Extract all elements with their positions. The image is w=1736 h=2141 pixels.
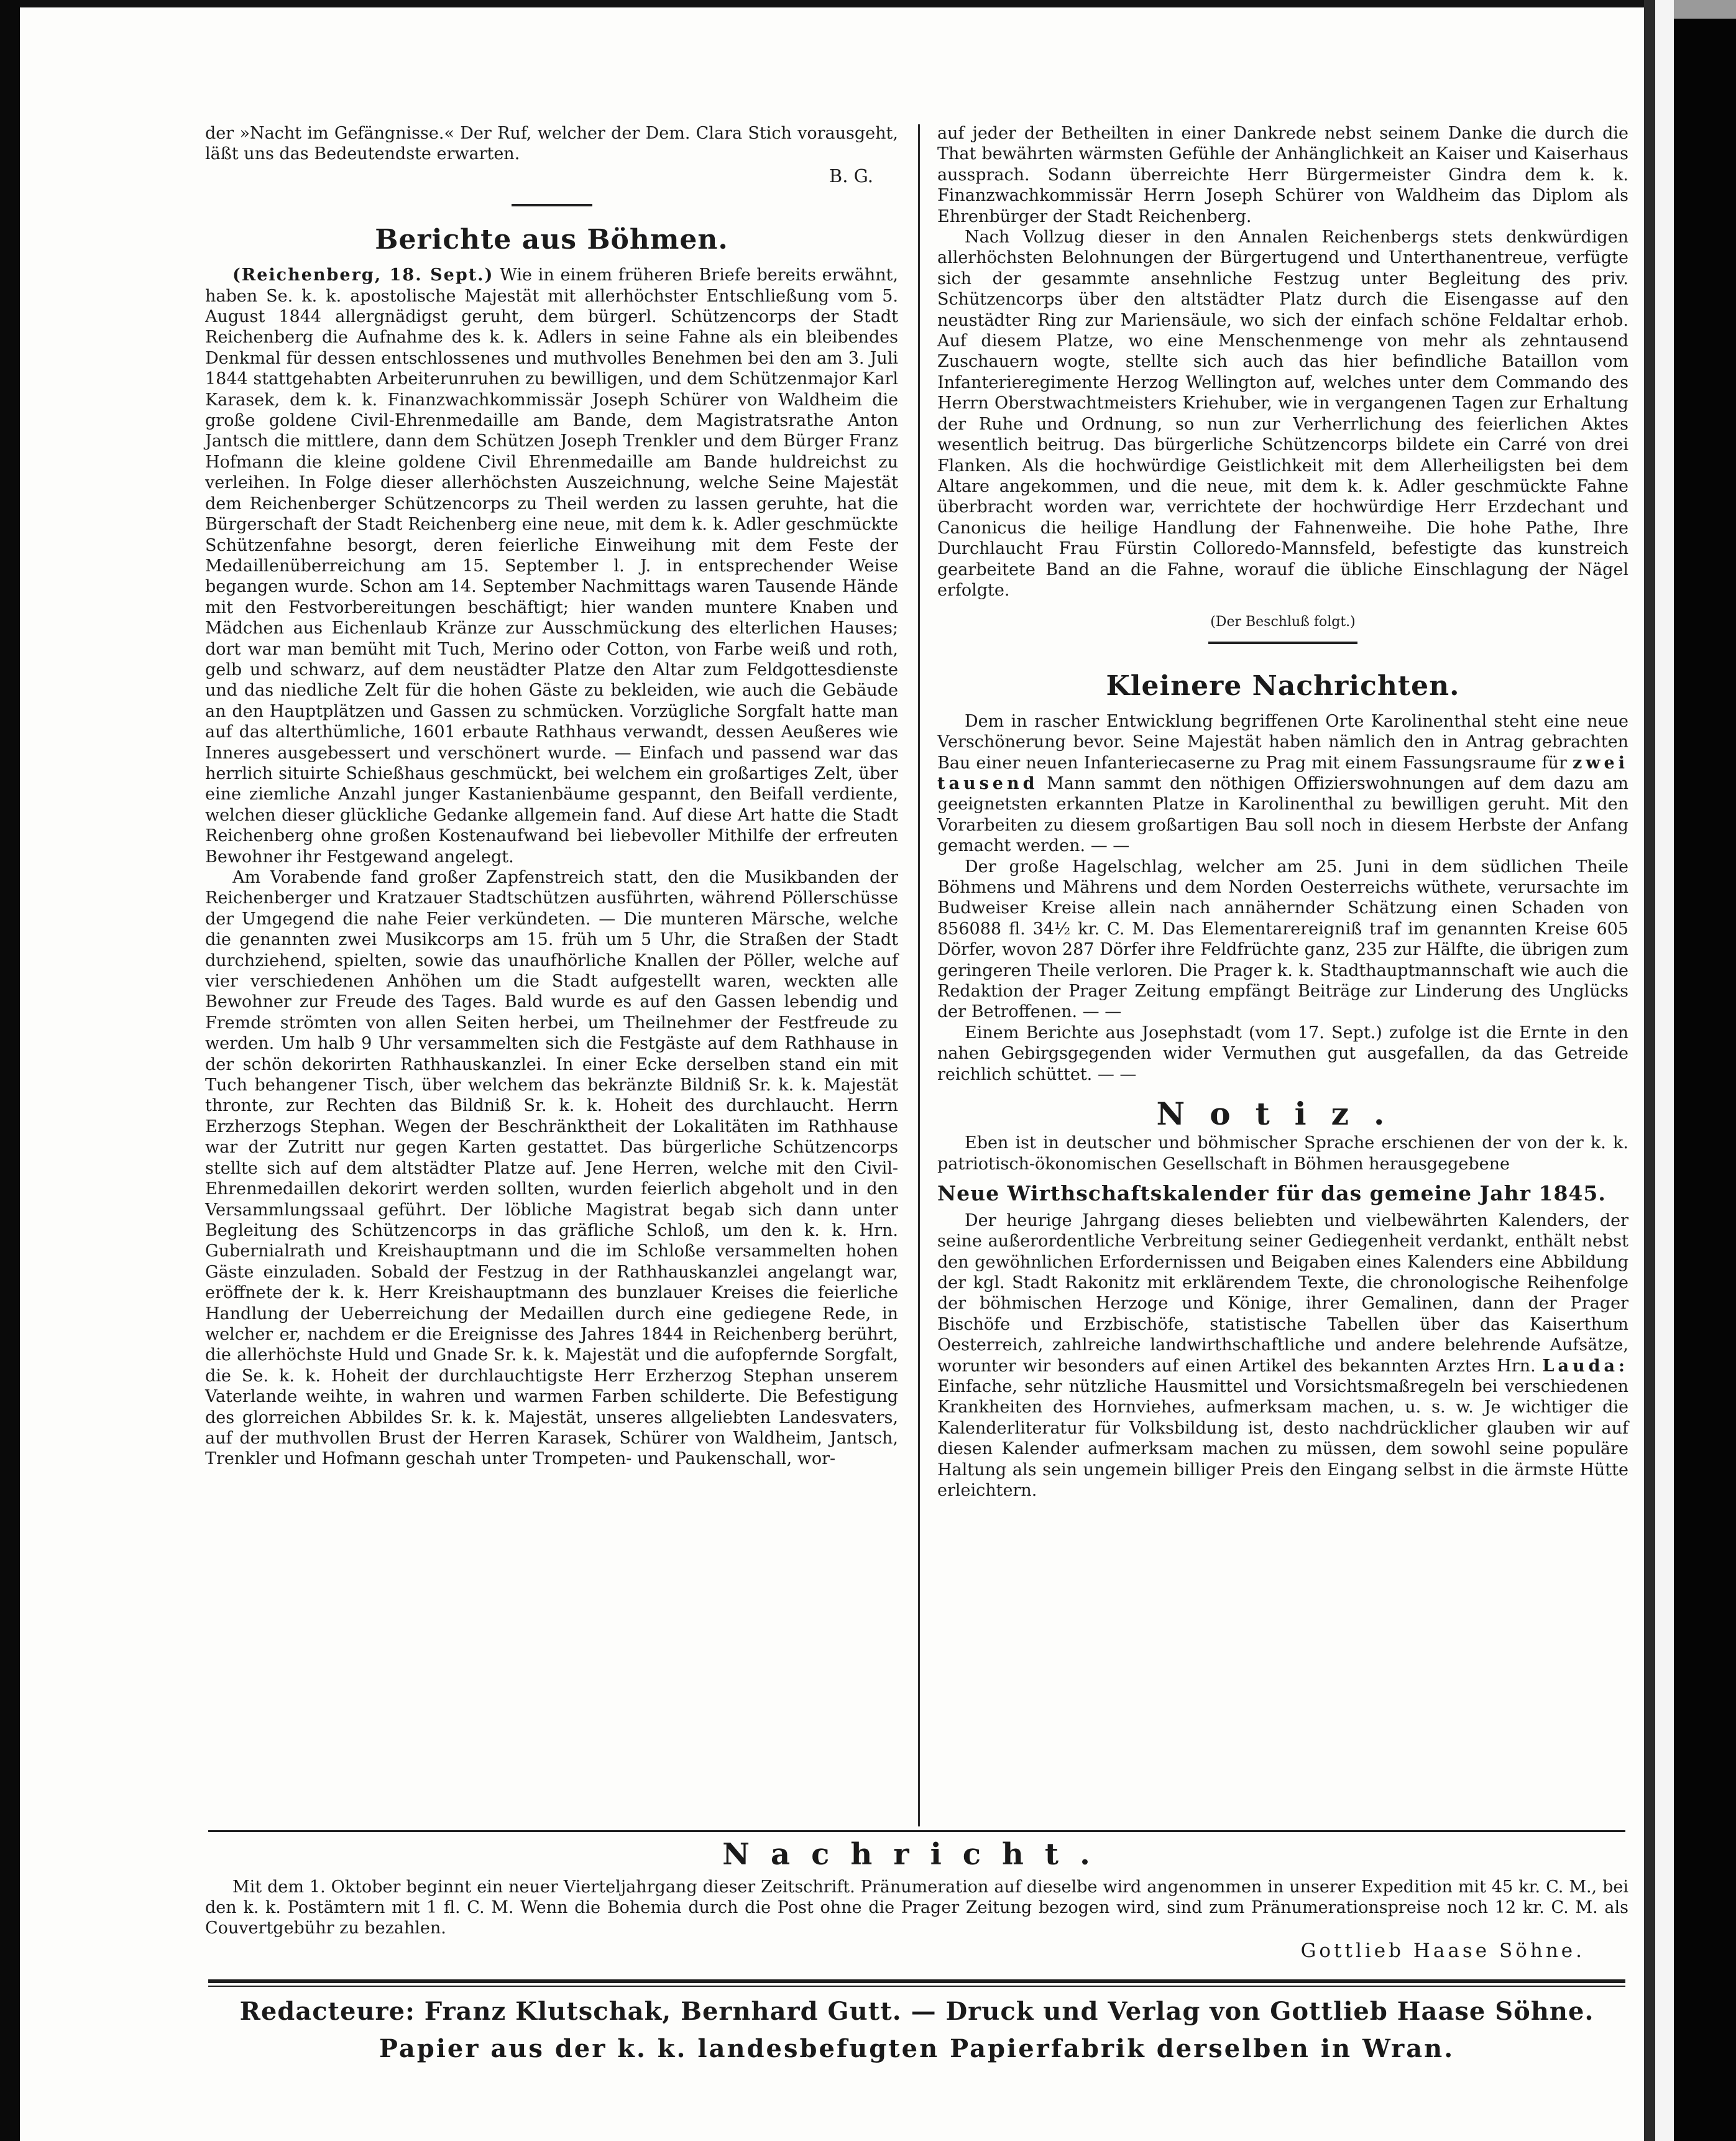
imprint-editors: Redacteure: Franz Klutschak, Bernhard Gutt. — Druck und Verlag von Gottlieb Haase Söhne. bbox=[239, 1997, 1594, 2026]
dateline: (Reichenberg, 18. Sept.) bbox=[232, 265, 494, 285]
nachricht-title: Nachricht. bbox=[722, 1837, 1111, 1872]
section-title-berichte: Berichte aus Böhmen. bbox=[375, 224, 728, 256]
scan-corner-mark bbox=[1674, 0, 1736, 19]
emphasized-text: zwei tausend bbox=[937, 753, 1628, 793]
intro-signature: B. G. bbox=[829, 165, 873, 186]
section-divider bbox=[512, 204, 592, 206]
left-column bbox=[205, 123, 898, 1470]
imprint-paper: Papier aus der k. k. landesbefugten Papierfabrik derselben in Wran. bbox=[379, 2034, 1455, 2063]
book-text: Einfache, sehr nützliche Hausmittel und Vorsichtsmaßregeln bei verschiedenen Krankheiten des Hornviehes, aufmerksam machen, u. s. w. Je wichtiger die Kalenderliteratur für Volksbildung ist, desto nachdrücklicher glauben wir auf diesen Kalender aufmerksam machen zu müssen, dem sowohl seine populäre Haltung als sein ungemein billiger Preis den Eingang selbst in die ärmste Hütte erleichtern. bbox=[937, 1376, 1628, 1500]
scan-right-edge bbox=[1644, 0, 1655, 2141]
article-paragraph-3: auf jeder der Betheilten in einer Dankrede nebst seinem Danke die durch die That bewährten wärmsten Gefühle der Anhänglichkeit an Kaiser und Kaiserhaus aussprach. Sodann überreichte Herr Bürgermeister Gindra dem k. k. Finanzwachkommissär Herrn Joseph Schürer von Waldheim das Diplom als Ehrenbürger der Stadt Reichenberg. bbox=[937, 124, 1628, 226]
book-text: Der heurige Jahrgang dieses beliebten und vielbewährten Kalenders, der seine außerordentliche Verbreitung seiner Gediegenheit verdankt, enthält nebst den gewöhnlichen Erfordernissen und Beigaben eines Kalenders eine Abbildung der kgl. Stadt Rakonitz mit erklärendem Texte, die chronologische Reihenfolge der böhmischen Herzoge und Könige, ihrer Gemalinen, dann der Prager Bischöfe und Erzbischöfe, statistische Tabellen über das Kaiserthum Oesterreich, zahlreiche landwirthschaftliche und andere belehrende Aufsätze, worunter wir besonders auf einen Artikel des bekannten Arztes Hrn. bbox=[937, 1210, 1628, 1376]
footer-rule-thick bbox=[208, 1979, 1625, 1983]
footer-rule-thin bbox=[208, 1986, 1625, 1987]
book-description bbox=[937, 1210, 1628, 1501]
imprint-footer bbox=[205, 1993, 1628, 2068]
article-paragraph-1 bbox=[205, 265, 898, 867]
publisher-signature: Gottlieb Haase Söhne. bbox=[1300, 1940, 1585, 1962]
article-paragraph-2: Am Vorabende fand großer Zapfenstreich statt, den die Musikbanden der Reichenberger und Kratzauer Stadtschützen ausführten, während Pöllerschüsse der Umgegend die nahe Feier verkündeten. — Die munteren Märsche, welche die genannten zwei Musikcorps am 15. früh um 5 Uhr, die Straßen der Stadt durchziehend, spielten, sowie das unaufhörliche Knallen der Pöller, welche auf vier verschiedenen Anhöhen um die Stadt aufgestellt waren, weckten alle Bewohner zur Freude des Tages. Bald wurde es auf den Gassen lebendig und Fremde strömten von allen Seiten herbei, um Theilnehmer der Festfreude zu werden. Um halb 9 Uhr versammelten sich die Festgäste auf dem Rathhause in der schön dekorirten Rathhauskanzlei. In einer Ecke derselben stand ein mit Tuch behangener Tisch, über welchem das bekränzte Bildniß Sr. k. k. Majestät thronte, zur Rechten das Bildniß Sr. k. k. Hoheit des durchlaucht. Herrn Erzherzogs Stephan. Wegen der Beschränktheit der Lokalitäten im Rathhause war der Zutritt nur gegen Karten gestattet. Das bürgerliche Schützencorps stellte sich auf dem altstädter Platze auf. Jene Herren, welche mit den Civil-Ehrenmedaillen dekorirt werden sollten, wurden feierlich abgeholt und in den Versammlungssaal geführt. Der löbliche Magistrat begab sich dann unter Begleitung des Schützencorps in das gräfliche Schloß, um den k. k. Hrn. Gubernialrath und Kreishauptmann und die im Schloße versammelten hohen Gäste einzuladen. Sobald der Festzug in der Rathhauskanzlei angelangt war, eröffnete der k. k. Herr Kreishauptmann des bunzlauer Kreises die feierliche Handlung der Ueberreichung der Medaillen durch eine gediegene Rede, in welcher er, nachdem er die Ereignisse des Jahres 1844 in Reichenberg berührt, die allerhöchste Huld und Gnade Sr. k. k. Majestät und die aufopfernde Sorgfalt, die Se. k. k. Hoheit der durchlauchtigste Herr Erzherzog Stephan unserem Vaterlande weihte, in wahren und warmen Farben schilderte. Die Befestigung des glorreichen Abbildes Sr. k. k. Majestät, unseres allgeliebten Landesvaters, auf der muthvollen Brust der Herren Karasek, Schürer von Waldheim, Jantsch, Trenkler und Hofmann geschah unter Trompeten- und Paukenschall, wor- bbox=[205, 868, 898, 1469]
news-item-karolinenthal bbox=[937, 711, 1628, 857]
section-title-kleinere-nachrichten: Kleinere Nachrichten. bbox=[1106, 670, 1460, 702]
scan-top-border bbox=[0, 0, 1736, 7]
intro-paragraph: der »Nacht im Gefängnisse.« Der Ruf, welcher der Dem. Clara Stich vorausgeht, läßt uns das Bedeutendste erwarten. bbox=[205, 124, 898, 164]
scan-right-border bbox=[1674, 0, 1736, 2141]
scan-left-border bbox=[0, 0, 20, 2141]
news-item-hagelschlag: Der große Hagelschlag, welcher am 25. Juni in dem südlichen Theile Böhmens und Mährens und dem Norden Oesterreichs wüthete, verursachte im Budweiser Kreise allein nach annähernder Schätzung einen Schaden von 856088 fl. 34½ kr. C. M. Das Elementarereigniß traf im genannten Kreise 605 Dörfer, wovon 287 Dörfer ihre Feldfrüchte ganz, 235 zur Hälfte, die übrigen zum geringeren Theile verloren. Die Prager k. k. Stadthauptmannschaft wie auch die Redaktion der Prager Zeitung empfängt Beiträge zur Linderung des Unglücks der Betroffenen. — — bbox=[937, 857, 1628, 1022]
article-paragraph-1-text: Wie in einem früheren Briefe bereits erwähnt, haben Se. k. k. apostolische Majestät mit allerhöchster Entschließung vom 5. August 1844 allergnädigst geruht, dem bürgerl. Schützencorps der Stadt Reichenberg die Aufnahme des k. k. Adlers in seine Fahne als ein bleibendes Denkmal für dessen entschlossenes und muthvolles Benehmen bei den am 3. Juli 1844 stattgehabten Arbeiterunruhen zu bewilligen, und dem Schützenmajor Karl Karasek, dem k. k. Finanzwachkommissär Joseph Schürer von Waldheim die große goldene Civil-Ehrenmedaille am Bande, dem Magistratsrathe Anton Jantsch die mittlere, dann dem Schützen Joseph Trenkler und dem Bürger Franz Hofmann die kleine goldene Civil Ehrenmedaille am Bande huldreichst zu verleihen. In Folge dieser allerhöchsten Auszeichnung, welche Seine Majestät dem Reichenberger Schützencorps zu Theil werden zu lassen geruhte, hat die Bürgerschaft der Stadt Reichenberg eine neue, mit dem k. k. Adler geschmückte Schützenfahne besorgt, deren feierliche Einweihung mit dem Feste der Medaillenüberreichung am 15. September l. J. in entsprechender Weise begangen wurde. Schon am 14. September Nachmittags waren Tausende Hände mit den Festvorbereitungen beschäftigt; hier wanden muntere Knaben und Mädchen aus Eichenlaub Kränze zur Ausschmückung des elterlichen Hauses; dort war man bemüht mit Tuch, Merino oder Cotton, von Farbe weiß und roth, gelb und schwarz, auf dem neustädter Platze den Altar zum Feldgottesdienste und das niedliche Zelt für die hohen Gäste zu bekleiden, wie auch die Gebäude an den Hauptplätzen und Gassen zu schmücken. Vorzügliche Sorgfalt hatte man auf das alterthümliche, 1601 erbaute Rathhaus verwandt, dessen Aeußeres wie Inneres ausgebessert und verschönert wurde. — Einfach und passend war das herrlich situirte Schießhaus geschmückt, bei welchem ein großartiges Zelt, über eine ziemliche Anzahl junger Kastanienbäume gespannt, den Beifall verdiente, welchen dieser glückliche Gedanke allgemein fand. Auf diese Art hatte die Stadt Reichenberg ohne großen Kostenaufwand bei liebevoller Mithilfe der erfreuten Bewohner ihr Festgewand angelegt. bbox=[205, 265, 898, 867]
nachricht-notice bbox=[205, 1837, 1628, 1962]
continuation-note: (Der Beschluß folgt.) bbox=[1210, 614, 1356, 630]
column-divider bbox=[918, 124, 920, 1826]
article-paragraph-4: Nach Vollzug dieser in den Annalen Reichenbergs stets denkwürdigen allerhöchsten Belohnungen der Bürgertugend und Unterthanentreue, verfügte sich der gesammte ansehnliche Festzug unter Begleitung des priv. Schützencorps über den altstädter Platz durch die Eisengasse auf den neustädter Ring zur Mariensäule, wo sich der einfach schöne Feldaltar erhob. Auf diesem Platze, wo eine Menschenmenge von mehr als zehntausend Zuschauern wogte, stellte sich auch das hier befindliche Bataillon vom Infanterieregimente Herzog Wellington auf, welches unter dem Commando des Herrn Oberstwachtmeisters Kriehuber, wie in vergangenen Tagen zur Erhaltung der Ruhe und Ordnung, so nun zur Verherrlichung des feierlichen Aktes wesentlich beitrug. Das bürgerliche Schützencorps bildete ein Carré von drei Flanken. Als die hochwürdige Geistlichkeit mit dem Allerheiligsten bei dem Altare angekommen, und die neue, mit dem k. k. Adler geschmückte Fahne überbracht worden war, verrichtete der hochwürdige Herr Erzdechant und Canonicus die heilige Handlung der Fahnenweihe. Die hohe Pathe, Ihre Durchlaucht Frau Fürstin Colloredo-Mannsfeld, befestigte das kunstreich gearbeitete Band an die Fahne, worauf die übliche Einschlagung der Nägel erfolgte. bbox=[937, 228, 1628, 600]
news-text: Dem in rascher Entwicklung begriffenen Orte Karolinenthal steht eine neue Verschönerung bevor. Seine Majestät haben nämlich den in Antrag gebrachten Bau einer neuen Infanteriecaserne zu Prag mit einem Fassungsraume für bbox=[937, 711, 1628, 773]
emphasized-text: Lauda: bbox=[1542, 1356, 1628, 1376]
news-text: Mann sammt den nöthigen Offizierswohnungen auf dem dazu am geeignetsten erkannten Platze in Karolinenthal zu bewilligen geruht. Mit den Vorarbeiten zu diesem großartigen Bau soll noch in diesem Herbste der Anfang gemacht werden. — — bbox=[937, 773, 1628, 856]
right-column bbox=[937, 123, 1628, 1501]
horizontal-rule bbox=[208, 1830, 1625, 1832]
nachricht-body: Mit dem 1. Oktober beginnt ein neuer Vierteljahrgang dieser Zeitschrift. Pränumeration auf dieselbe wird angenommen in unserer Expedition mit 45 kr. C. M., bei den k. k. Postämtern mit 1 fl. C. M. Wenn die Bohemia durch die Post ohne die Prager Zeitung bezogen wird, sind zum Pränumerationspreise noch 12 kr. C. M. als Couvertgebühr zu bezahlen. bbox=[205, 1877, 1628, 1938]
section-divider bbox=[1208, 642, 1357, 644]
book-title: Neue Wirthschaftskalender für das gemeine Jahr 1845. bbox=[937, 1181, 1606, 1206]
news-item-josephstadt: Einem Berichte aus Josephstadt (vom 17. Sept.) zufolge ist die Ernte in den nahen Gebirgsgegenden wider Vermuthen gut ausgefallen, da das Getreide reichlich schüttet. — — bbox=[937, 1023, 1628, 1084]
notiz-paragraph: Eben ist in deutscher und böhmischer Sprache erschienen der von der k. k. patriotisch-ökonomischen Gesellschaft in Böhmen herausgegebene bbox=[937, 1133, 1628, 1174]
section-title-notiz: Notiz. bbox=[1156, 1095, 1410, 1133]
scan-right-gap bbox=[1655, 0, 1674, 2141]
